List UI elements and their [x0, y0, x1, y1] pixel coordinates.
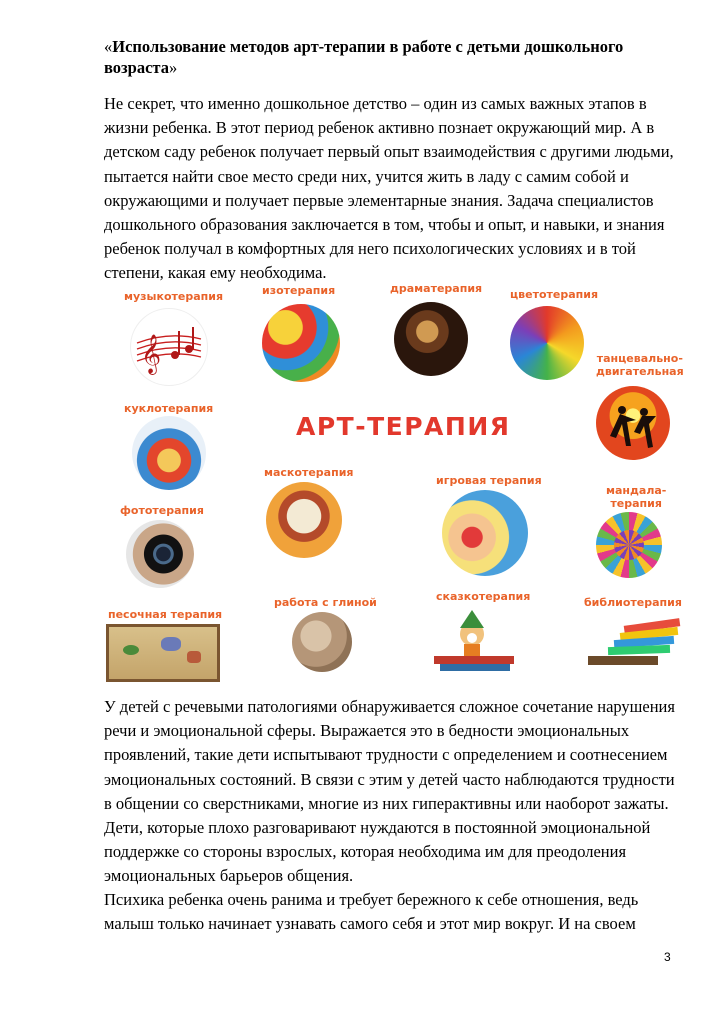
label-sand-therapy: песочная терапия: [108, 608, 223, 621]
game-therapy-image: [442, 490, 528, 576]
paragraph-speech-pathology: У детей с речевыми патологиями обнаруживается сложное сочетание нарушения речи и эмоциональной сферы. Выражается это в бедности эмоциональных проявлений, такие дети испытывают трудности с определением и соотнесением эмоциональных состояний. В связи с этим у детей часто наблюдаются трудности в общении со сверстниками, многие из них гиперактивны или наоборот зажаты. Дети, которые плохо разговаривают нуждаются в постоянной эмоциональной поддержке со стороны взрослых, которая необходима им для преодоления эмоциональных барьеров общения.: [104, 697, 675, 886]
art-therapy-infographic: [100, 278, 690, 686]
paragraph-psyche: Психика ребенка очень ранима и требует бережного к себе отношения, ведь малыш только начинает узнавать самого себя и этот мир вокруг. И на своем: [104, 890, 639, 934]
document-title: [104, 36, 684, 78]
dance-therapy-image: [596, 386, 670, 460]
label-izo-therapy: изотерапия: [262, 284, 336, 297]
title-text: Использование методов арт-терапии в работе с детьми дошкольного возраста: [104, 37, 624, 77]
title-close-quote: »: [169, 58, 178, 77]
color-therapy-image: [510, 306, 584, 380]
paragraph-intro: Не секрет, что именно дошкольное детство – один из самых важных этапов в жизни ребенка. В этот период ребенок активно познает окружающий мир. А в детском саду ребенок получает первый опыт взаимодействия с другими людьми, пытается найти свое место среди них, учится жить в ладу с самим собой и окружающими и получает первые элементарные знания. Задача специалистов дошкольного образования заключается в том, чтобы и опыт, и навыки, и знания ребенок получал в комфортных для него психологических условиях и в той степени, какая ему необходима.: [104, 94, 674, 283]
izo-therapy-image: [262, 304, 340, 382]
label-biblio-therapy: библиотерапия: [584, 596, 682, 609]
mandala-therapy-image: [596, 512, 662, 578]
label-clay-work: работа с глиной: [274, 596, 377, 609]
label-mandala-line1: мандала-: [606, 484, 667, 497]
label-mask-therapy: маскотерапия: [264, 466, 354, 479]
page-number: 3: [664, 950, 671, 964]
biblio-therapy-image: [584, 612, 684, 670]
svg-text:𝄞: 𝄞: [141, 334, 162, 374]
label-photo-therapy: фототерапия: [120, 504, 204, 517]
label-dance-line1: танцевально-: [596, 352, 683, 365]
label-color-therapy: цветотерапия: [510, 288, 599, 301]
drama-therapy-image: [394, 302, 468, 376]
label-dance-therapy: [596, 352, 684, 378]
label-game-therapy: игровая терапия: [436, 474, 542, 487]
sand-therapy-image: [106, 624, 220, 682]
label-fairy-tale-therapy: сказкотерапия: [436, 590, 531, 603]
photo-therapy-image: [126, 520, 194, 588]
mask-therapy-image: [266, 482, 342, 558]
label-dance-line2: двигательная: [596, 365, 684, 378]
label-puppet-therapy: куклотерапия: [124, 402, 214, 415]
title-open-quote: «: [104, 37, 113, 56]
infographic-title: АРТ-ТЕРАПИЯ: [296, 412, 511, 441]
label-drama-therapy: драматерапия: [390, 282, 483, 295]
puppet-therapy-image: [132, 416, 206, 490]
label-music-therapy: музыкотерапия: [124, 290, 224, 303]
fairy-tale-therapy-image: [430, 608, 518, 674]
label-mandala-line2: терапия: [610, 497, 662, 510]
clay-work-image: [292, 612, 352, 672]
label-mandala-therapy: [606, 484, 666, 510]
music-therapy-image: [130, 308, 208, 386]
